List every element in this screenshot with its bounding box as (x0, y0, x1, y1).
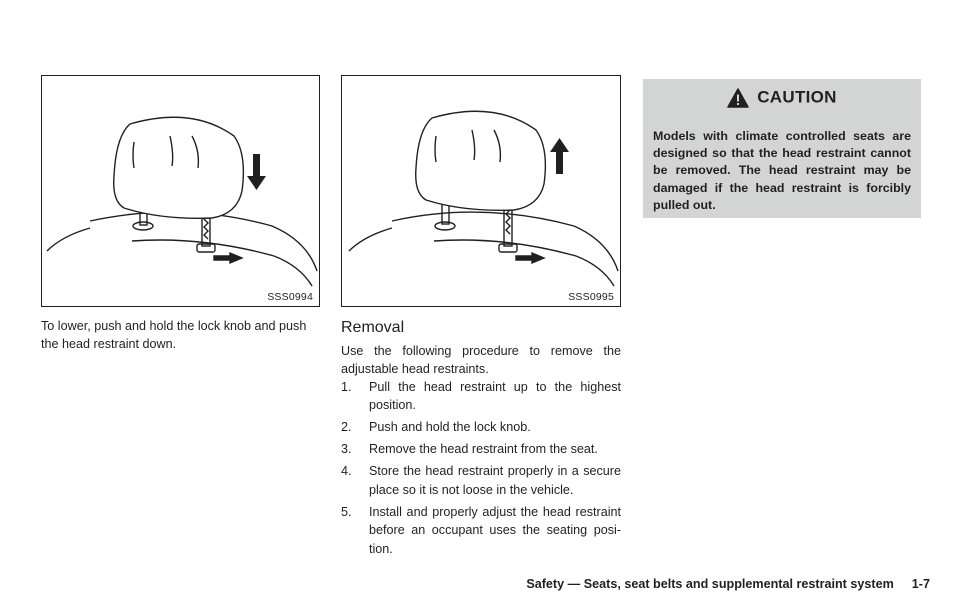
page-footer (526, 577, 930, 591)
up-arrow-icon (550, 138, 569, 174)
removal-intro: Use the following procedure to remove the adjustable head restraints. (341, 344, 621, 377)
list-item: 5. Install and properly adjust the head restraint before an occupant uses the seating posi-tion. (341, 504, 621, 556)
head-restraint-illustration (42, 76, 321, 308)
removal-heading: Removal (341, 319, 405, 336)
removal-steps-list (341, 378, 621, 562)
list-item: 2. Push and hold the lock knob. (341, 420, 531, 435)
list-item: 1. Pull the head restraint up to the highest position. (341, 380, 621, 413)
list-item: 4. Store the head restraint properly in a secure place so it is not loose in the vehicle. (341, 464, 621, 497)
figure-code: SSS0995 (568, 291, 614, 303)
figure-lower-head-restraint (41, 75, 320, 307)
lower-instruction-paragraph: To lower, push and hold the lock knob and push the head restraint down. (41, 319, 307, 352)
footer-section-title: Safety — Seats, seat belts and supplemental restraint system (526, 577, 894, 591)
figure-raise-head-restraint (341, 75, 621, 307)
caution-box (643, 79, 921, 218)
caution-text: Models with climate controlled seats are designed so that the head restraint cannot be removed. The head restraint may be damaged if the head restraint is forcibly pulled out. (653, 129, 911, 212)
down-arrow-icon (247, 154, 266, 190)
figure-code: SSS0994 (267, 291, 313, 303)
caution-title: CAUTION (643, 87, 921, 108)
page-number: 1-7 (911, 577, 930, 591)
head-restraint-illustration (342, 76, 622, 308)
list-item: 3. Remove the head restraint from the seat. (341, 442, 598, 457)
warning-triangle-icon (727, 88, 749, 108)
